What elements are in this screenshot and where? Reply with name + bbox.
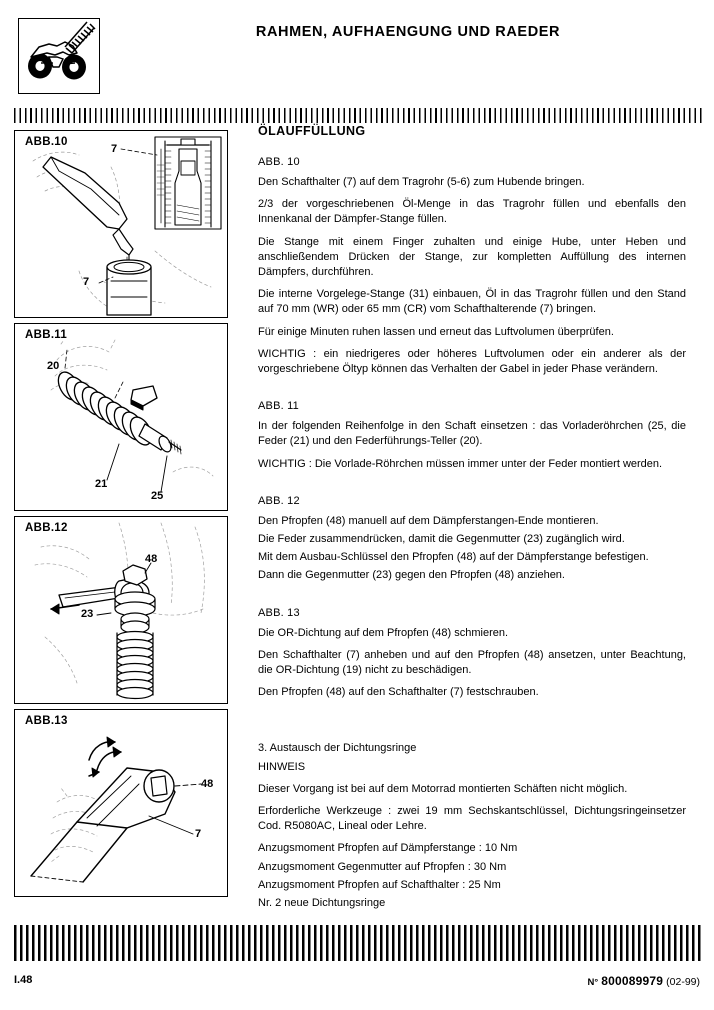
figure-callout-7-main: 7 bbox=[83, 276, 90, 288]
page-number: I.48 bbox=[14, 974, 33, 986]
spacer bbox=[258, 591, 686, 607]
figure-callout-48: 48 bbox=[145, 553, 158, 565]
seals-note-label: HINWEIS bbox=[258, 760, 306, 773]
figure-panel-abb13 bbox=[14, 709, 228, 897]
figure-callout-25: 25 bbox=[151, 490, 164, 502]
footer-divider-rule bbox=[14, 925, 702, 961]
figure-callout-21: 21 bbox=[95, 478, 108, 490]
torque-locknut-on-plug: Anzugsmoment Gegenmutter auf Pfropfen : 30 Nm bbox=[258, 860, 507, 873]
figure-callout-48: 48 bbox=[201, 778, 214, 790]
doc-prefix: N° bbox=[587, 977, 599, 988]
spacer bbox=[258, 384, 686, 400]
spacer bbox=[258, 707, 686, 741]
figure-drawing-abb12 bbox=[15, 517, 227, 703]
figure-callout-7-inset: 7 bbox=[111, 143, 118, 155]
page-header bbox=[0, 0, 714, 100]
text-ref-abb12: ABB. 12 bbox=[258, 494, 300, 507]
abb10-step-3: Die Stange mit einem Finger zuhalten und einige Hube, unter Heben und anschließendem Drücken der Stange, zur kompletten Auffüllung des internen Dämpfers, durchführen. bbox=[258, 235, 686, 279]
figure-callout-23: 23 bbox=[81, 608, 94, 620]
abb13-step-2: Den Schafthalter (7) anheben und auf den Pfropfen (48) ansetzen, unter Beachtung, die OR-Dichtung (19) nicht zu beschädigen. bbox=[258, 648, 686, 677]
text-ref-abb10: ABB. 10 bbox=[258, 156, 300, 168]
torque-plug-on-damper-rod: Anzugsmoment Pfropfen auf Dämpferstange : 10 Nm bbox=[258, 842, 518, 855]
instruction-text-column bbox=[258, 124, 686, 918]
torque-plug-on-shaft-holder: Anzugsmoment Pfropfen auf Schafthalter : 25 Nm bbox=[258, 878, 501, 891]
abb10-step-1: Den Schafthalter (7) auf dem Tragrohr (5-6) zum Hubende bringen. bbox=[258, 176, 585, 188]
text-ref-abb13: ABB. 13 bbox=[258, 606, 300, 619]
header-divider-rule bbox=[14, 108, 702, 123]
seals-note-text: Dieser Vorgang ist bei auf dem Motorrad montierten Schäften nicht möglich. bbox=[258, 782, 628, 795]
figure-callout-20: 20 bbox=[47, 360, 60, 372]
abb10-step-2: 2/3 der vorgeschriebenen Öl-Menge in das Tragrohr füllen und ebenfalls den Innenkanal der Dämpfer-Stange füllen. bbox=[258, 198, 686, 226]
abb12-step-1: Den Pfropfen (48) manuell auf dem Dämpferstangen-Ende montieren. bbox=[258, 514, 599, 527]
figure-panel-abb12 bbox=[14, 516, 228, 704]
abb10-step-5: Für einige Minuten ruhen lassen und erneut das Luftvolumen überprüfen. bbox=[258, 325, 614, 338]
page-title: RAHMEN, AUFHAENGUNG UND RAEDER bbox=[255, 24, 561, 40]
seals-required-tools: Erforderliche Werkzeuge : zwei 19 mm Sechskantschlüssel, Dichtungsringeinsetzer Cod. R5080AC, Lineal oder Lehre. bbox=[258, 805, 686, 833]
document-reference bbox=[587, 974, 700, 988]
doc-number: 800089979 bbox=[601, 974, 664, 988]
seals-heading: 3. Austausch der Dichtungsringe bbox=[258, 742, 417, 755]
abb12-step-2: Die Feder zusammendrücken, damit die Gegenmutter (23) zugänglich wird. bbox=[258, 533, 625, 546]
abb10-important-note: WICHTIG : ein niedrigeres oder höheres Luftvolumen oder ein anderer als der vorgeschriebene Öltyp können das Verhalten der Gabel in jeder Phase verändern. bbox=[258, 347, 686, 376]
figure-drawing-abb11 bbox=[15, 324, 227, 510]
spacer bbox=[258, 479, 686, 495]
doc-date: (02-99) bbox=[666, 976, 700, 988]
figure-drawing-abb13 bbox=[15, 710, 227, 896]
abb12-step-3: Mit dem Ausbau-Schlüssel den Pfropfen (48) auf der Dämpferstange befestigen. bbox=[258, 551, 649, 564]
abb12-step-4: Dann die Gegenmutter (23) gegen den Pfropfen (48) anziehen. bbox=[258, 569, 565, 582]
abb13-step-3: Den Pfropfen (48) auf den Schafthalter (7) festschrauben. bbox=[258, 686, 539, 699]
motorcycle-icon bbox=[19, 19, 99, 93]
figure-label-abb13: ABB.13 bbox=[25, 715, 68, 727]
figure-label-abb12: ABB.12 bbox=[25, 522, 68, 534]
figure-drawing-abb10 bbox=[15, 131, 227, 317]
figure-panel-abb10 bbox=[14, 130, 228, 318]
text-ref-abb11: ABB. 11 bbox=[258, 400, 299, 413]
abb11-step-1: In der folgenden Reihenfolge in den Schaft einsetzen : das Vorladeröhrchen (25, die Feder (21) und den Federführungs-Teller (20). bbox=[258, 420, 686, 448]
abb13-step-1: Die OR-Dichtung auf dem Pfropfen (48) schmieren. bbox=[258, 626, 509, 639]
figure-panel-abb11 bbox=[14, 323, 228, 511]
section-heading: ÖLAUFFÜLLUNG bbox=[258, 124, 366, 138]
figure-callout-7: 7 bbox=[195, 828, 202, 840]
motorcycle-logo bbox=[18, 18, 100, 94]
abb11-important-note: WICHTIG : Die Vorlade-Röhrchen müssen immer unter der Feder montiert werden. bbox=[258, 457, 663, 470]
figure-label-abb10: ABB.10 bbox=[25, 136, 68, 148]
seals-parts-quantity: Nr. 2 neue Dichtungsringe bbox=[258, 897, 386, 910]
figure-label-abb11: ABB.11 bbox=[25, 329, 68, 341]
abb10-step-4: Die interne Vorgelege-Stange (31) einbauen, Öl in das Tragrohr füllen und den Stand auf 70 mm (WR) oder 65 mm (CR) vom Schafthalterende (7) bringen. bbox=[258, 288, 686, 316]
